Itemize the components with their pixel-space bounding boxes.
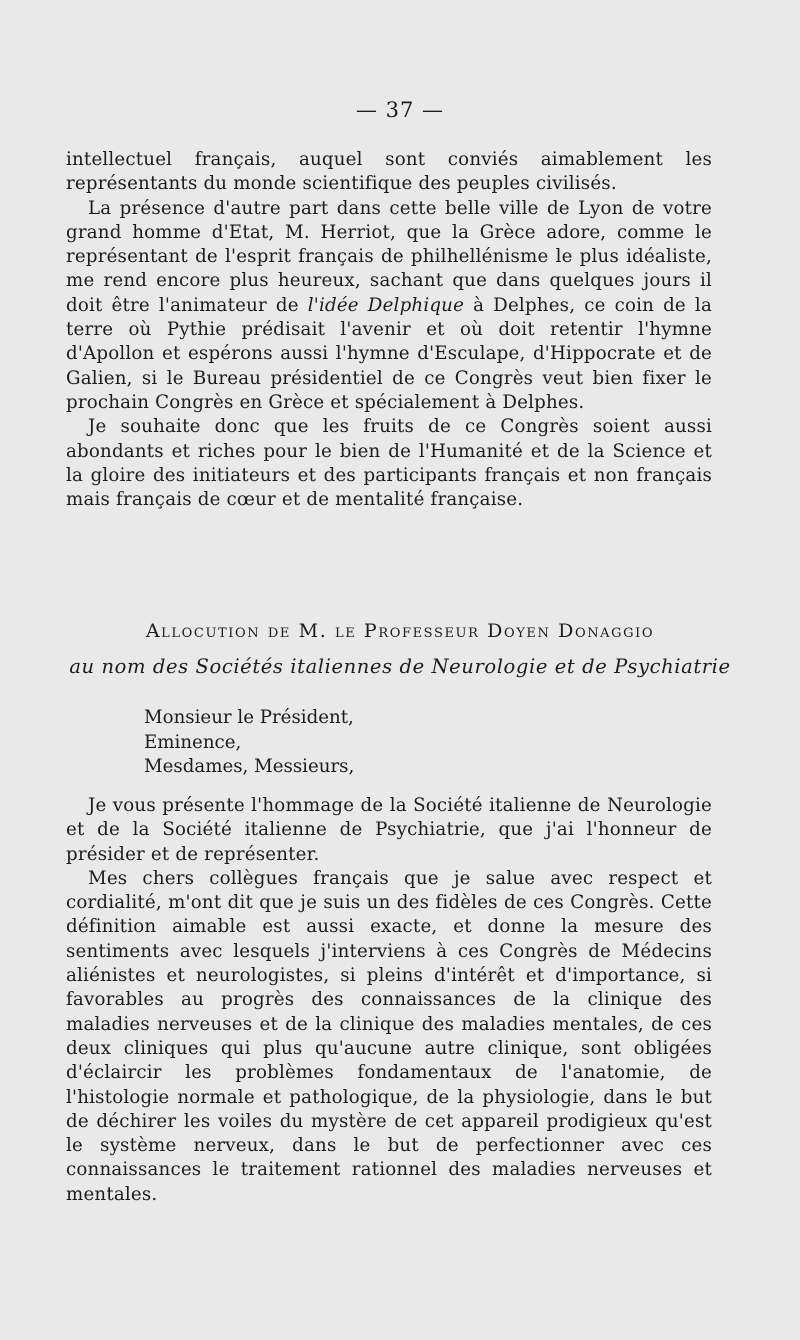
paragraph-delphes-tail: à Delphes, ce coin de la terre où Pythie prédisait l'avenir et où doit retentir l'hymne d'Apollon et espérons aussi l'hymne d'Esculape, d'Hippocrate et de Galien, si le Bureau présidentiel de ce Congrès veut bien fixer le prochain Congrès en Grèce et spécialement à Delphes. — [66, 294, 712, 413]
section1-text — [66, 148, 712, 512]
paragraph-souhait: Je souhaite donc que les fruits de ce Congrès soient aussi abondants et riches pour le bien de l'Humanité et de la Science et la gloire des initiateurs et des participants français et non français mais français de cœur et de mentalité française. — [66, 416, 712, 511]
allocution-title: Allocution de M. le Professeur Doyen Donaggio — [145, 620, 655, 642]
allocution-subtitle: au nom des Sociétés italiennes de Neurologie et de Psychiatrie — [69, 655, 731, 678]
salutation-line: Monsieur le Président, — [144, 707, 354, 728]
italic-idee-delphique: l'idée Delphique — [307, 294, 465, 316]
salutation-line: Eminence, — [144, 731, 242, 753]
salutation — [144, 706, 354, 780]
paragraph-delphes — [66, 197, 712, 416]
salutation-line: Mesdames, Messieurs, — [144, 756, 355, 777]
section2-text — [66, 794, 712, 1207]
paragraph-delphes-lead: La présence d'autre part dans cette belle ville de Lyon de votre grand homme d'Etat, M. Herriot, que la Grèce adore, comme le représentant de l'esprit français de philhellénisme le plus idéaliste, me rend encore plus heureux, sachant que dans quelques jours il doit être l'animateur de — [66, 197, 712, 316]
paragraph-hommage: Je vous présente l'hommage de la Société italienne de Neurologie et de la Société italienne de Psychiatrie, que j'ai l'honneur de présider et de représenter. — [66, 795, 712, 865]
paragraph-collegues: Mes chers collègues français que je salue avec respect et cordialité, m'ont dit que je suis un des fidèles de ces Congrès. Cette définition aimable est aussi exacte, et donne la mesure des sentiments avec lesquels j'interviens à ces Congrès de Médecins aliénistes et neurologistes, si pleins d'intérêt et d'importance, si favorables au progrès des connaissances de la clinique des maladies nerveuses et de la clinique des maladies mentales, de ces deux cliniques qui plus qu'aucune autre clinique, sont obligées d'éclaircir les problèmes fondamentaux de l'anatomie, de l'histologie normale et pathologique, de la physiologie, dans le but de déchirer les voiles du mystère de cet appareil prodigieux qu'est le système nerveux, dans le but de perfectionner avec ces connaissances le traitement rationnel des maladies nerveuses et mentales. — [66, 867, 712, 1205]
page-number: — 37 — — [355, 98, 445, 122]
paragraph-continued: intellectuel français, auquel sont conviés aimablement les représentants du monde scientifique des peuples civilisés. — [66, 149, 712, 195]
